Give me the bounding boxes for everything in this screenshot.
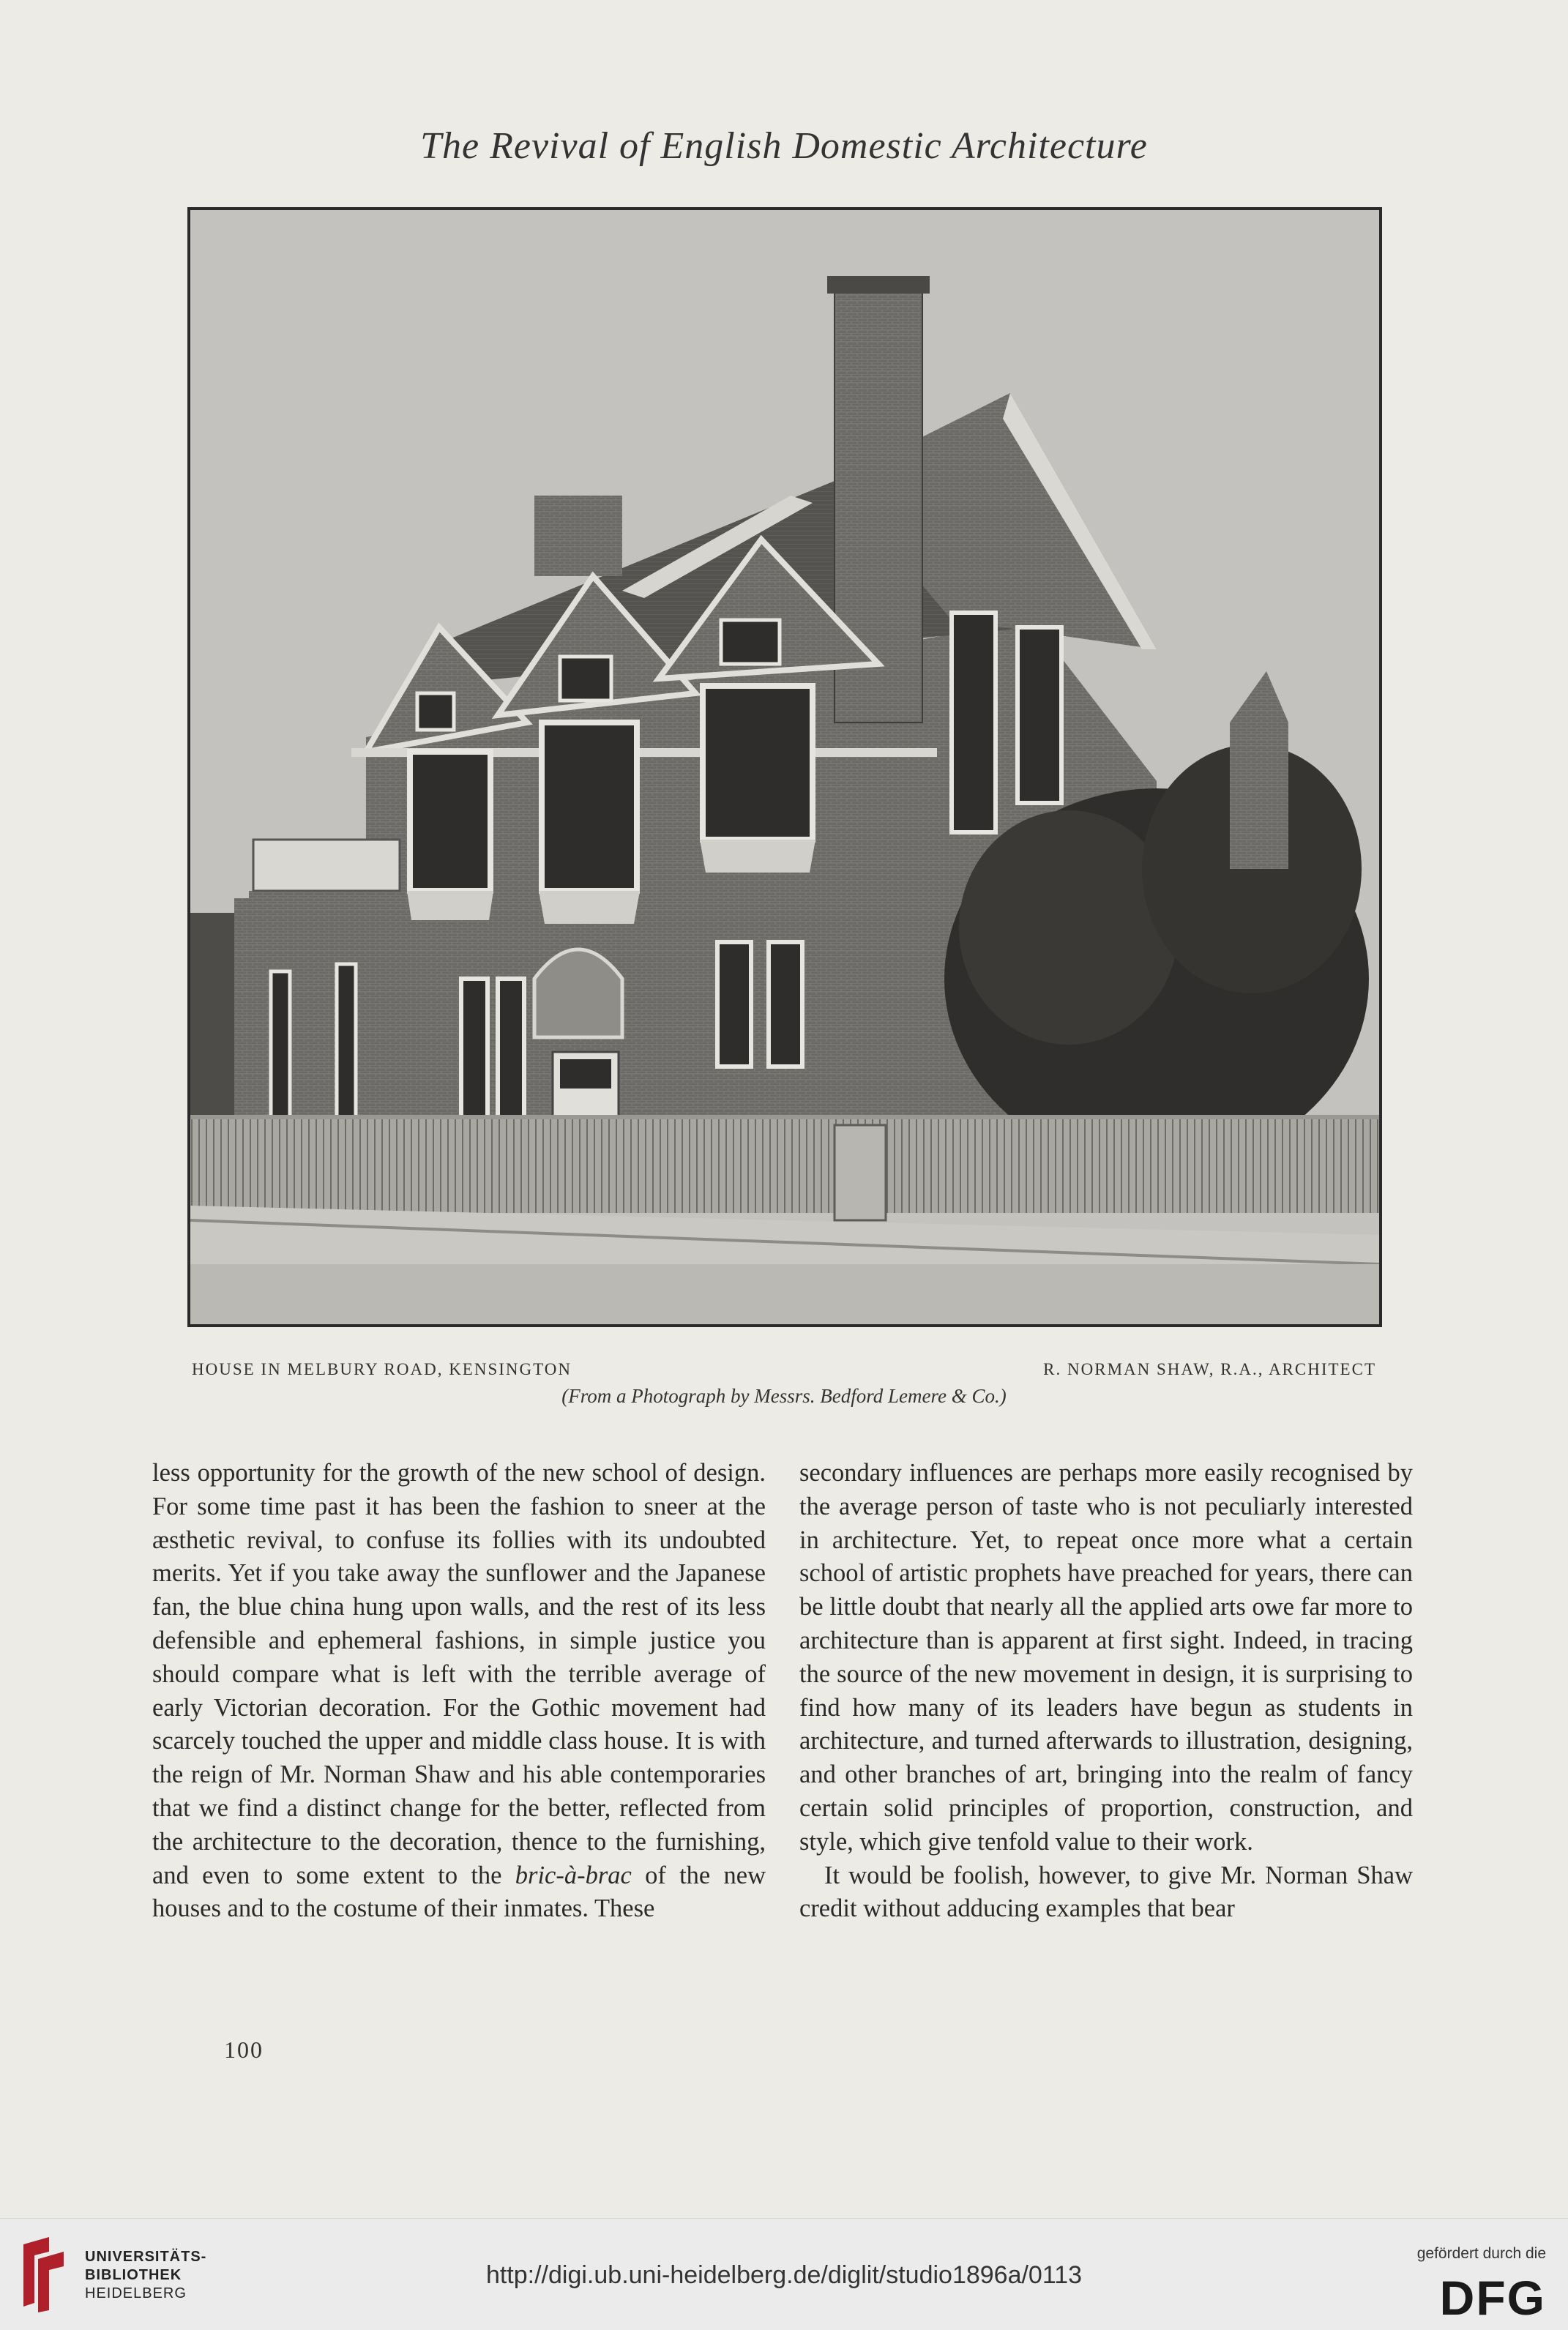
photograph-plate bbox=[187, 207, 1382, 1327]
text-column-right bbox=[799, 1457, 1413, 1926]
paragraph-text: less opportunity for the growth of the new school of design. For some time past it has been the fashion to sneer at the æsthetic revival, to confuse its follies with its undoubted merits. Yet if you take away the sunflower and the Japanese fan, the blue china hung upon walls, and the rest of its less defensible and ephemeral fashions, in simple justice you should compare what is left with the terrible average of early Victorian decoration. For the Gothic movement had scarcely touched the upper and middle class house. It is with the reign of Mr. Norman Shaw and his able contemporaries that we find a distinct change for the better, reflected from the architecture to the decoration, thence to the furnishing, and even to some extent to the bbox=[152, 1459, 766, 1889]
dfg-logo: DFG bbox=[1439, 2271, 1546, 2325]
permalink-url[interactable]: http://digi.ub.uni-heidelberg.de/diglit/studio1896a/0113 bbox=[485, 2261, 1083, 2289]
library-name-line1: UNIVERSITÄTS- bbox=[85, 2249, 207, 2265]
paragraph-continued bbox=[152, 1457, 766, 1926]
italic-term: bric-à-brac bbox=[515, 1861, 632, 1889]
running-title: The Revival of English Domestic Architecture bbox=[420, 125, 1148, 167]
page-number: 100 bbox=[224, 2036, 264, 2063]
paragraph-secondary-influences: secondary influences are perhaps more easily recognised by the average person of taste who is not peculiarly interested in architecture. Yet, to repeat once more what a certain school of artistic prophets have preached for years, there can be little doubt that nearly all the applied arts owe far more to architecture than is apparent at first sight. Indeed, in tracing the source of the new movement in design, it is surprising to find how many of its leaders have begun as students in architecture, and turned afterwards to illustration, designing, and other branches of art, bringing into the realm of fancy certain solid principles of proportion, construction, and style, which give tenfold value to their work. bbox=[799, 1459, 1413, 1856]
library-name-line3: HEIDELBERG bbox=[85, 2285, 187, 2301]
text-column-left bbox=[152, 1457, 766, 1926]
library-name-line2: BIBLIOTHEK bbox=[85, 2267, 182, 2283]
paragraph-text-tail: of the new houses and to the costume of their inmates. These bbox=[152, 1861, 766, 1923]
paragraph-norman-shaw: It would be foolish, however, to give Mr. Norman Shaw credit without adducing examples that bear bbox=[799, 1861, 1413, 1923]
funded-by-label: gefördert durch die bbox=[1416, 2245, 1546, 2262]
plate-caption-architect: R. NORMAN SHAW, R.A., ARCHITECT bbox=[1043, 1360, 1376, 1378]
photo-credit: (From a Photograph by Messrs. Bedford Lemere & Co.) bbox=[561, 1385, 1007, 1407]
digitization-footer bbox=[0, 2218, 1568, 2330]
plate-caption-title: HOUSE IN MELBURY ROAD, KENSINGTON bbox=[192, 1360, 572, 1378]
house-photograph bbox=[190, 210, 1379, 1324]
